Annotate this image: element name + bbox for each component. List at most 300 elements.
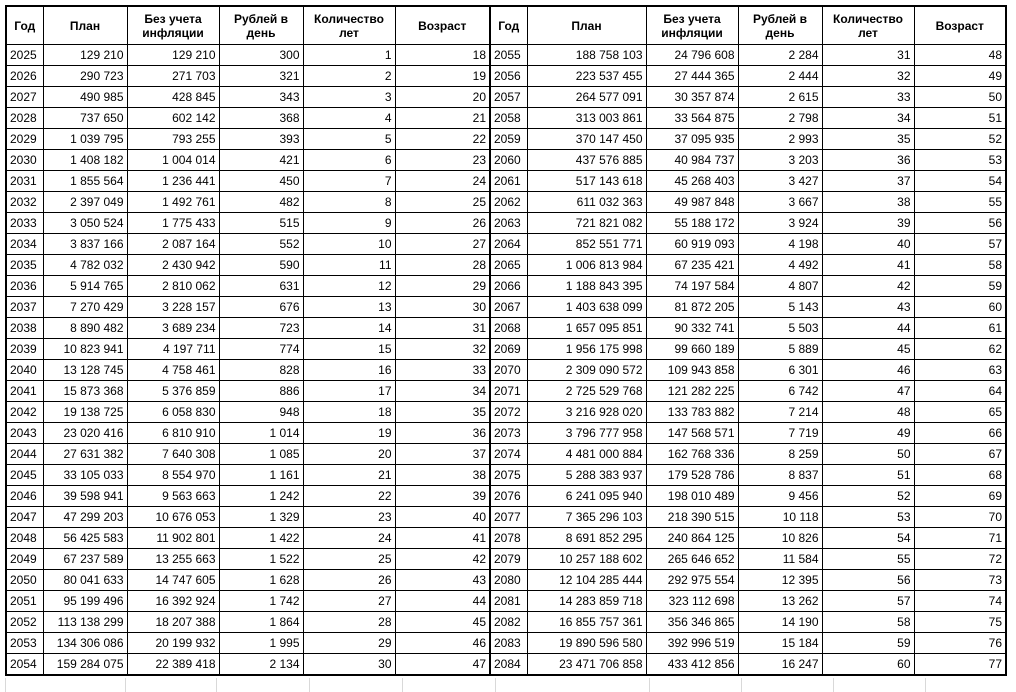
cell-plan: 113 138 299 (43, 612, 127, 633)
cell-year: 2054 (6, 654, 43, 676)
cell-without-inflation: 13 255 663 (127, 549, 219, 570)
cell-years-count: 17 (303, 381, 395, 402)
cell-age: 57 (914, 234, 1006, 255)
cell-rubles-per-day: 343 (219, 87, 303, 108)
cell-age: 64 (914, 381, 1006, 402)
cell-plan: 313 003 861 (527, 108, 646, 129)
cell-years-count: 13 (303, 297, 395, 318)
cell-age: 63 (914, 360, 1006, 381)
header-without-inflation: Без учета инфляции (646, 6, 738, 45)
cell-year: 2049 (6, 549, 43, 570)
cell-age: 49 (914, 66, 1006, 87)
cell-age: 58 (914, 255, 1006, 276)
cell-age: 38 (395, 465, 490, 486)
cell-rubles-per-day: 9 456 (738, 486, 822, 507)
cell-year: 2031 (6, 171, 43, 192)
cell-age: 42 (395, 549, 490, 570)
cell-years-count: 31 (822, 45, 914, 66)
cell-plan: 13 128 745 (43, 360, 127, 381)
cell-years-count: 43 (822, 297, 914, 318)
cell-rubles-per-day: 15 184 (738, 633, 822, 654)
header-years-count: Количество лет (822, 6, 914, 45)
cell-year: 2052 (6, 612, 43, 633)
cell-plan: 2 725 529 768 (527, 381, 646, 402)
cell-rubles-per-day: 2 284 (738, 45, 822, 66)
table-row (6, 150, 1006, 171)
cell-age: 44 (395, 591, 490, 612)
cell-year: 2057 (490, 87, 527, 108)
cell-year: 2040 (6, 360, 43, 381)
cell-without-inflation: 147 568 571 (646, 423, 738, 444)
cell-age: 59 (914, 276, 1006, 297)
cell-rubles-per-day: 3 924 (738, 213, 822, 234)
cell-rubles-per-day: 482 (219, 192, 303, 213)
cell-without-inflation: 2 430 942 (127, 255, 219, 276)
cell-year: 2039 (6, 339, 43, 360)
cell-years-count: 45 (822, 339, 914, 360)
cell-years-count: 41 (822, 255, 914, 276)
savings-plan-table (5, 5, 1007, 676)
cell-without-inflation: 218 390 515 (646, 507, 738, 528)
cell-year: 2026 (6, 66, 43, 87)
cell-age: 31 (395, 318, 490, 339)
table-row (6, 276, 1006, 297)
cell-plan: 437 576 885 (527, 150, 646, 171)
cell-without-inflation: 292 975 554 (646, 570, 738, 591)
cell-plan: 223 537 455 (527, 66, 646, 87)
cell-without-inflation: 67 235 421 (646, 255, 738, 276)
cell-rubles-per-day: 12 395 (738, 570, 822, 591)
cell-without-inflation: 30 357 874 (646, 87, 738, 108)
cell-rubles-per-day: 2 993 (738, 129, 822, 150)
cell-year: 2073 (490, 423, 527, 444)
cell-plan: 1 657 095 851 (527, 318, 646, 339)
cell-year: 2083 (490, 633, 527, 654)
header-rubles-per-day: Рублей в день (219, 6, 303, 45)
cell-without-inflation: 4 758 461 (127, 360, 219, 381)
cell-rubles-per-day: 11 584 (738, 549, 822, 570)
cell-rubles-per-day: 1 522 (219, 549, 303, 570)
cell-rubles-per-day: 774 (219, 339, 303, 360)
cell-age: 73 (914, 570, 1006, 591)
cell-rubles-per-day: 2 798 (738, 108, 822, 129)
cell-plan: 3 050 524 (43, 213, 127, 234)
cell-plan: 15 873 368 (43, 381, 127, 402)
cell-rubles-per-day: 4 807 (738, 276, 822, 297)
cell-rubles-per-day: 3 203 (738, 150, 822, 171)
cell-without-inflation: 198 010 489 (646, 486, 738, 507)
cell-years-count: 39 (822, 213, 914, 234)
cell-age: 26 (395, 213, 490, 234)
header-without-inflation: Без учета инфляции (127, 6, 219, 45)
cell-year: 2053 (6, 633, 43, 654)
cell-years-count: 40 (822, 234, 914, 255)
cell-plan: 852 551 771 (527, 234, 646, 255)
cell-year: 2069 (490, 339, 527, 360)
header-age: Возраст (914, 6, 1006, 45)
cell-years-count: 19 (303, 423, 395, 444)
cell-without-inflation: 40 984 737 (646, 150, 738, 171)
cell-plan: 8 890 482 (43, 318, 127, 339)
table-row (6, 339, 1006, 360)
cell-year: 2055 (490, 45, 527, 66)
cell-rubles-per-day: 321 (219, 66, 303, 87)
cell-plan: 159 284 075 (43, 654, 127, 676)
cell-year: 2029 (6, 129, 43, 150)
cell-rubles-per-day: 300 (219, 45, 303, 66)
table-row (6, 654, 1006, 676)
cell-plan: 737 650 (43, 108, 127, 129)
cell-age: 18 (395, 45, 490, 66)
cell-year: 2076 (490, 486, 527, 507)
cell-year: 2046 (6, 486, 43, 507)
cell-years-count: 8 (303, 192, 395, 213)
cell-rubles-per-day: 7 719 (738, 423, 822, 444)
cell-years-count: 32 (822, 66, 914, 87)
cell-age: 22 (395, 129, 490, 150)
cell-plan: 4 481 000 884 (527, 444, 646, 465)
cell-plan: 370 147 450 (527, 129, 646, 150)
cell-years-count: 2 (303, 66, 395, 87)
cell-without-inflation: 162 768 336 (646, 444, 738, 465)
cell-age: 37 (395, 444, 490, 465)
cell-without-inflation: 392 996 519 (646, 633, 738, 654)
cell-without-inflation: 602 142 (127, 108, 219, 129)
header-year: Год (6, 6, 43, 45)
cell-rubles-per-day: 4 492 (738, 255, 822, 276)
cell-year: 2043 (6, 423, 43, 444)
cell-without-inflation: 9 563 663 (127, 486, 219, 507)
cell-years-count: 42 (822, 276, 914, 297)
cell-year: 2074 (490, 444, 527, 465)
cell-rubles-per-day: 1 995 (219, 633, 303, 654)
cell-age: 74 (914, 591, 1006, 612)
cell-without-inflation: 133 783 882 (646, 402, 738, 423)
cell-years-count: 46 (822, 360, 914, 381)
cell-plan: 39 598 941 (43, 486, 127, 507)
cell-age: 71 (914, 528, 1006, 549)
cell-plan: 1 403 638 099 (527, 297, 646, 318)
cell-rubles-per-day: 1 161 (219, 465, 303, 486)
cell-age: 75 (914, 612, 1006, 633)
cell-rubles-per-day: 552 (219, 234, 303, 255)
cell-plan: 80 041 633 (43, 570, 127, 591)
cell-rubles-per-day: 16 247 (738, 654, 822, 676)
cell-age: 55 (914, 192, 1006, 213)
cell-rubles-per-day: 948 (219, 402, 303, 423)
cell-plan: 5 288 383 937 (527, 465, 646, 486)
cell-without-inflation: 11 902 801 (127, 528, 219, 549)
cell-year: 2070 (490, 360, 527, 381)
table-row (6, 549, 1006, 570)
cell-years-count: 26 (303, 570, 395, 591)
cell-rubles-per-day: 1 085 (219, 444, 303, 465)
cell-years-count: 44 (822, 318, 914, 339)
table-row (6, 66, 1006, 87)
header-rubles-per-day: Рублей в день (738, 6, 822, 45)
cell-year: 2067 (490, 297, 527, 318)
header-years-count: Количество лет (303, 6, 395, 45)
cell-years-count: 29 (303, 633, 395, 654)
cell-year: 2072 (490, 402, 527, 423)
cell-without-inflation: 271 703 (127, 66, 219, 87)
cell-age: 41 (395, 528, 490, 549)
cell-plan: 4 782 032 (43, 255, 127, 276)
cell-years-count: 52 (822, 486, 914, 507)
cell-plan: 19 138 725 (43, 402, 127, 423)
table-row (6, 192, 1006, 213)
cell-plan: 2 309 090 572 (527, 360, 646, 381)
cell-plan: 33 105 033 (43, 465, 127, 486)
table-row (6, 129, 1006, 150)
cell-plan: 14 283 859 718 (527, 591, 646, 612)
cell-without-inflation: 240 864 125 (646, 528, 738, 549)
cell-year: 2044 (6, 444, 43, 465)
cell-rubles-per-day: 4 198 (738, 234, 822, 255)
cell-plan: 16 855 757 361 (527, 612, 646, 633)
cell-without-inflation: 45 268 403 (646, 171, 738, 192)
empty-grid-row (5, 678, 1013, 692)
cell-without-inflation: 2 087 164 (127, 234, 219, 255)
cell-plan: 12 104 285 444 (527, 570, 646, 591)
cell-years-count: 59 (822, 633, 914, 654)
cell-years-count: 21 (303, 465, 395, 486)
cell-rubles-per-day: 1 864 (219, 612, 303, 633)
cell-plan: 490 985 (43, 87, 127, 108)
cell-plan: 721 821 082 (527, 213, 646, 234)
table-row (6, 591, 1006, 612)
cell-age: 25 (395, 192, 490, 213)
cell-without-inflation: 1 492 761 (127, 192, 219, 213)
cell-years-count: 15 (303, 339, 395, 360)
cell-without-inflation: 49 987 848 (646, 192, 738, 213)
cell-years-count: 37 (822, 171, 914, 192)
cell-year: 2038 (6, 318, 43, 339)
cell-plan: 7 270 429 (43, 297, 127, 318)
cell-without-inflation: 6 058 830 (127, 402, 219, 423)
table-row (6, 87, 1006, 108)
cell-years-count: 7 (303, 171, 395, 192)
cell-without-inflation: 5 376 859 (127, 381, 219, 402)
cell-without-inflation: 428 845 (127, 87, 219, 108)
cell-without-inflation: 3 689 234 (127, 318, 219, 339)
cell-rubles-per-day: 5 889 (738, 339, 822, 360)
cell-year: 2068 (490, 318, 527, 339)
cell-plan: 95 199 496 (43, 591, 127, 612)
cell-without-inflation: 90 332 741 (646, 318, 738, 339)
cell-plan: 188 758 103 (527, 45, 646, 66)
cell-years-count: 16 (303, 360, 395, 381)
table-row (6, 234, 1006, 255)
cell-year: 2066 (490, 276, 527, 297)
cell-year: 2050 (6, 570, 43, 591)
cell-age: 21 (395, 108, 490, 129)
cell-plan: 56 425 583 (43, 528, 127, 549)
cell-without-inflation: 81 872 205 (646, 297, 738, 318)
cell-plan: 3 837 166 (43, 234, 127, 255)
cell-without-inflation: 37 095 935 (646, 129, 738, 150)
cell-plan: 1 855 564 (43, 171, 127, 192)
cell-age: 35 (395, 402, 490, 423)
cell-plan: 3 216 928 020 (527, 402, 646, 423)
cell-age: 53 (914, 150, 1006, 171)
cell-without-inflation: 22 389 418 (127, 654, 219, 676)
cell-age: 70 (914, 507, 1006, 528)
cell-year: 2045 (6, 465, 43, 486)
cell-year: 2078 (490, 528, 527, 549)
cell-without-inflation: 109 943 858 (646, 360, 738, 381)
cell-year: 2051 (6, 591, 43, 612)
cell-years-count: 28 (303, 612, 395, 633)
cell-year: 2027 (6, 87, 43, 108)
cell-without-inflation: 6 810 910 (127, 423, 219, 444)
cell-years-count: 20 (303, 444, 395, 465)
cell-without-inflation: 14 747 605 (127, 570, 219, 591)
cell-year: 2062 (490, 192, 527, 213)
cell-plan: 8 691 852 295 (527, 528, 646, 549)
cell-without-inflation: 356 346 865 (646, 612, 738, 633)
cell-years-count: 10 (303, 234, 395, 255)
cell-year: 2048 (6, 528, 43, 549)
cell-without-inflation: 179 528 786 (646, 465, 738, 486)
cell-years-count: 60 (822, 654, 914, 676)
cell-without-inflation: 129 210 (127, 45, 219, 66)
cell-without-inflation: 121 282 225 (646, 381, 738, 402)
cell-without-inflation: 2 810 062 (127, 276, 219, 297)
table-row (6, 360, 1006, 381)
table-row (6, 297, 1006, 318)
cell-years-count: 3 (303, 87, 395, 108)
cell-year: 2034 (6, 234, 43, 255)
cell-without-inflation: 74 197 584 (646, 276, 738, 297)
cell-without-inflation: 33 564 875 (646, 108, 738, 129)
table-body (6, 45, 1006, 676)
cell-without-inflation: 8 554 970 (127, 465, 219, 486)
cell-age: 45 (395, 612, 490, 633)
header-age: Возраст (395, 6, 490, 45)
cell-plan: 134 306 086 (43, 633, 127, 654)
cell-years-count: 22 (303, 486, 395, 507)
cell-years-count: 5 (303, 129, 395, 150)
cell-plan: 19 890 596 580 (527, 633, 646, 654)
cell-without-inflation: 20 199 932 (127, 633, 219, 654)
header-row (6, 6, 1006, 45)
cell-years-count: 48 (822, 402, 914, 423)
table-row (6, 171, 1006, 192)
cell-plan: 10 823 941 (43, 339, 127, 360)
cell-age: 66 (914, 423, 1006, 444)
table-row (6, 45, 1006, 66)
cell-plan: 5 914 765 (43, 276, 127, 297)
cell-year: 2080 (490, 570, 527, 591)
cell-age: 28 (395, 255, 490, 276)
table-row (6, 255, 1006, 276)
cell-rubles-per-day: 2 134 (219, 654, 303, 676)
table-row (6, 444, 1006, 465)
cell-rubles-per-day: 1 329 (219, 507, 303, 528)
cell-year: 2065 (490, 255, 527, 276)
cell-rubles-per-day: 6 742 (738, 381, 822, 402)
cell-rubles-per-day: 8 837 (738, 465, 822, 486)
cell-rubles-per-day: 631 (219, 276, 303, 297)
cell-rubles-per-day: 368 (219, 108, 303, 129)
cell-years-count: 51 (822, 465, 914, 486)
cell-years-count: 14 (303, 318, 395, 339)
cell-years-count: 55 (822, 549, 914, 570)
cell-age: 33 (395, 360, 490, 381)
cell-year: 2079 (490, 549, 527, 570)
cell-years-count: 33 (822, 87, 914, 108)
cell-rubles-per-day: 5 503 (738, 318, 822, 339)
cell-without-inflation: 1 236 441 (127, 171, 219, 192)
cell-age: 69 (914, 486, 1006, 507)
cell-year: 2042 (6, 402, 43, 423)
cell-age: 67 (914, 444, 1006, 465)
cell-rubles-per-day: 14 190 (738, 612, 822, 633)
cell-year: 2075 (490, 465, 527, 486)
cell-plan: 611 032 363 (527, 192, 646, 213)
cell-plan: 27 631 382 (43, 444, 127, 465)
cell-plan: 23 471 706 858 (527, 654, 646, 676)
cell-without-inflation: 10 676 053 (127, 507, 219, 528)
cell-rubles-per-day: 10 826 (738, 528, 822, 549)
table-row (6, 423, 1006, 444)
header-plan: План (527, 6, 646, 45)
cell-years-count: 12 (303, 276, 395, 297)
cell-age: 39 (395, 486, 490, 507)
cell-rubles-per-day: 1 628 (219, 570, 303, 591)
cell-age: 52 (914, 129, 1006, 150)
table-row (6, 465, 1006, 486)
cell-rubles-per-day: 2 615 (738, 87, 822, 108)
cell-age: 32 (395, 339, 490, 360)
cell-rubles-per-day: 3 667 (738, 192, 822, 213)
cell-age: 40 (395, 507, 490, 528)
cell-age: 29 (395, 276, 490, 297)
table-row (6, 318, 1006, 339)
cell-year: 2059 (490, 129, 527, 150)
cell-rubles-per-day: 515 (219, 213, 303, 234)
cell-year: 2047 (6, 507, 43, 528)
cell-years-count: 36 (822, 150, 914, 171)
cell-age: 48 (914, 45, 1006, 66)
cell-year: 2033 (6, 213, 43, 234)
header-year: Год (490, 6, 527, 45)
cell-without-inflation: 4 197 711 (127, 339, 219, 360)
cell-age: 34 (395, 381, 490, 402)
cell-age: 20 (395, 87, 490, 108)
cell-years-count: 4 (303, 108, 395, 129)
cell-years-count: 47 (822, 381, 914, 402)
cell-years-count: 35 (822, 129, 914, 150)
cell-without-inflation: 7 640 308 (127, 444, 219, 465)
cell-rubles-per-day: 886 (219, 381, 303, 402)
cell-year: 2041 (6, 381, 43, 402)
cell-plan: 290 723 (43, 66, 127, 87)
cell-years-count: 50 (822, 444, 914, 465)
cell-year: 2032 (6, 192, 43, 213)
table-row (6, 213, 1006, 234)
cell-without-inflation: 18 207 388 (127, 612, 219, 633)
cell-rubles-per-day: 393 (219, 129, 303, 150)
cell-age: 65 (914, 402, 1006, 423)
cell-rubles-per-day: 8 259 (738, 444, 822, 465)
cell-year: 2081 (490, 591, 527, 612)
cell-without-inflation: 27 444 365 (646, 66, 738, 87)
cell-years-count: 54 (822, 528, 914, 549)
cell-year: 2035 (6, 255, 43, 276)
cell-rubles-per-day: 5 143 (738, 297, 822, 318)
